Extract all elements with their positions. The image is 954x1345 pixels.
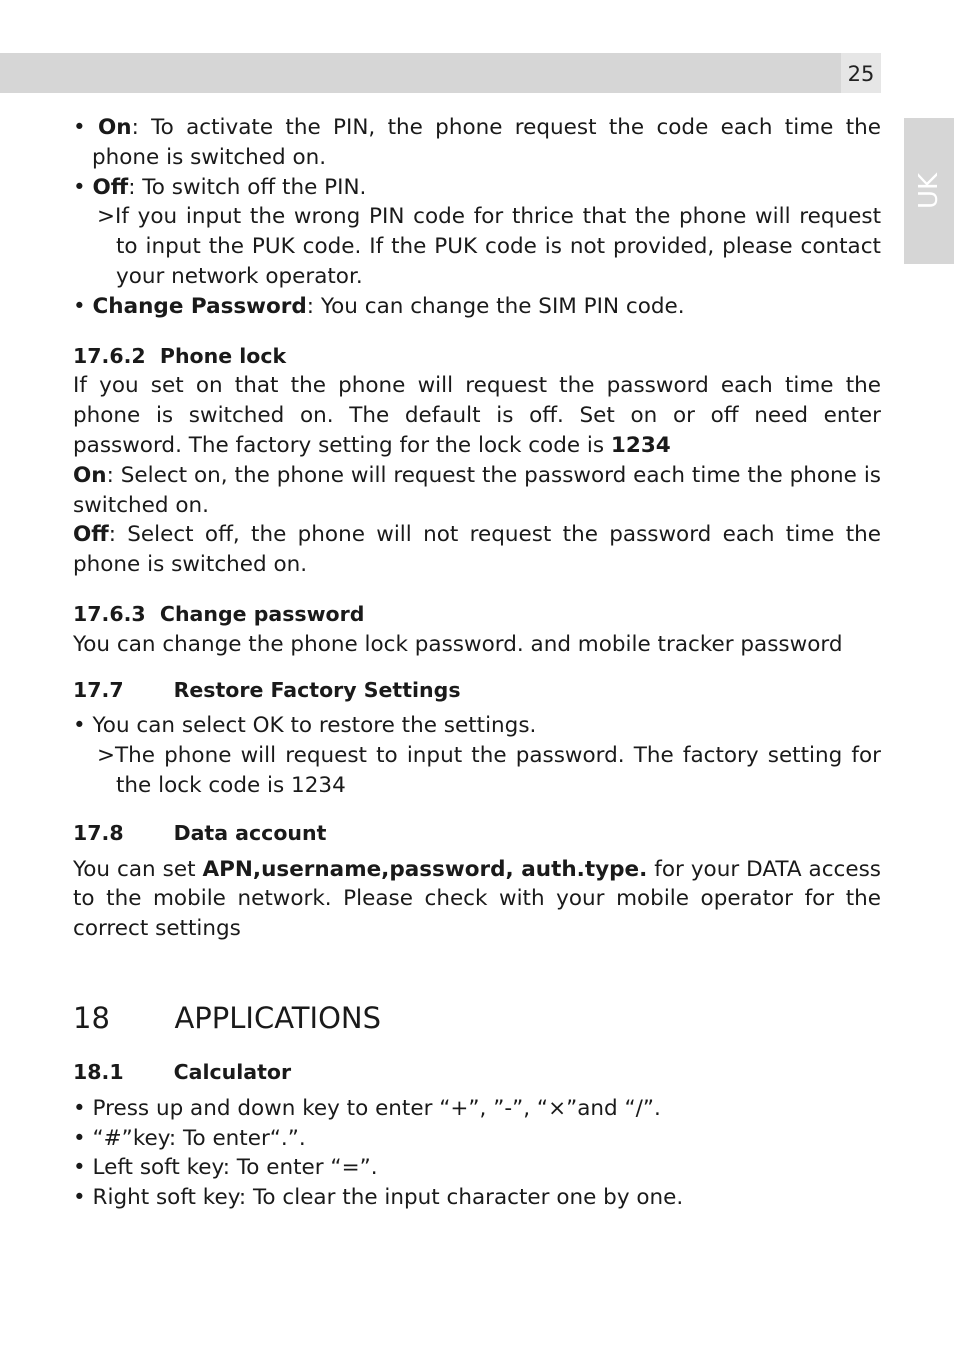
term: On	[98, 115, 132, 140]
section-heading: 17.6.3 Change password	[73, 601, 365, 626]
term: On	[73, 462, 107, 488]
paragraph: If you set on that the phone will request the password each time the phone is switched on. The default is off. Set on or off need enter password. The factory setting for the lock code is 1234	[73, 373, 881, 458]
section-heading: 17.8 Data account	[73, 820, 327, 845]
list-item: • Left soft key: To enter “=”.	[73, 1155, 378, 1181]
list-item: • “#”key: To enter“.”.	[73, 1125, 306, 1151]
term: Off	[73, 522, 109, 548]
list-item: • Off: To switch off the PIN.	[73, 174, 367, 200]
page-number: 25	[841, 53, 881, 93]
term: Off	[92, 174, 129, 200]
list-item: • Press up and down key to enter “+”, ”-”, “×”and “/”.	[73, 1095, 661, 1121]
term: Change Password	[92, 293, 307, 319]
section-heading: 18.1 Calculator	[73, 1059, 292, 1084]
paragraph: On: Select on, the phone will request the password each time the phone is switched on.	[73, 462, 881, 518]
note: >The phone will request to input the password. The factory setting for the lock code is 1234	[97, 743, 881, 798]
language-tab	[904, 118, 954, 264]
header-bar	[0, 53, 841, 93]
lock-code: 1234	[610, 432, 671, 458]
list-item: • Change Password: You can change the SIM PIN code.	[73, 293, 685, 319]
chapter-heading: 18 APPLICATIONS	[73, 1000, 381, 1035]
paragraph: You can change the phone lock password. and mobile tracker password	[73, 631, 843, 657]
paragraph: You can set APN,username,password, auth.type. for your DATA access to the mobile network. Please check with your mobile operator for the correct settings	[73, 856, 881, 942]
paragraph: Off: Select off, the phone will not request the password each time the phone is switched on.	[73, 522, 881, 578]
note: >If you input the wrong PIN code for thrice that the phone will request to input the PUK code. If the PUK code is not provided, please contact your network operator.	[97, 204, 881, 289]
list-item: • On: To activate the PIN, the phone request the code each time the phone is switched on.	[73, 115, 881, 170]
list-item: • You can select OK to restore the settings.	[73, 713, 537, 739]
page-content	[73, 113, 881, 1213]
section-heading: 17.6.2 Phone lock	[73, 343, 287, 368]
language-tab-label: UK	[914, 172, 944, 210]
section-heading: 17.7 Restore Factory Settings	[73, 677, 461, 702]
list-item: • Right soft key: To clear the input character one by one.	[73, 1185, 684, 1211]
